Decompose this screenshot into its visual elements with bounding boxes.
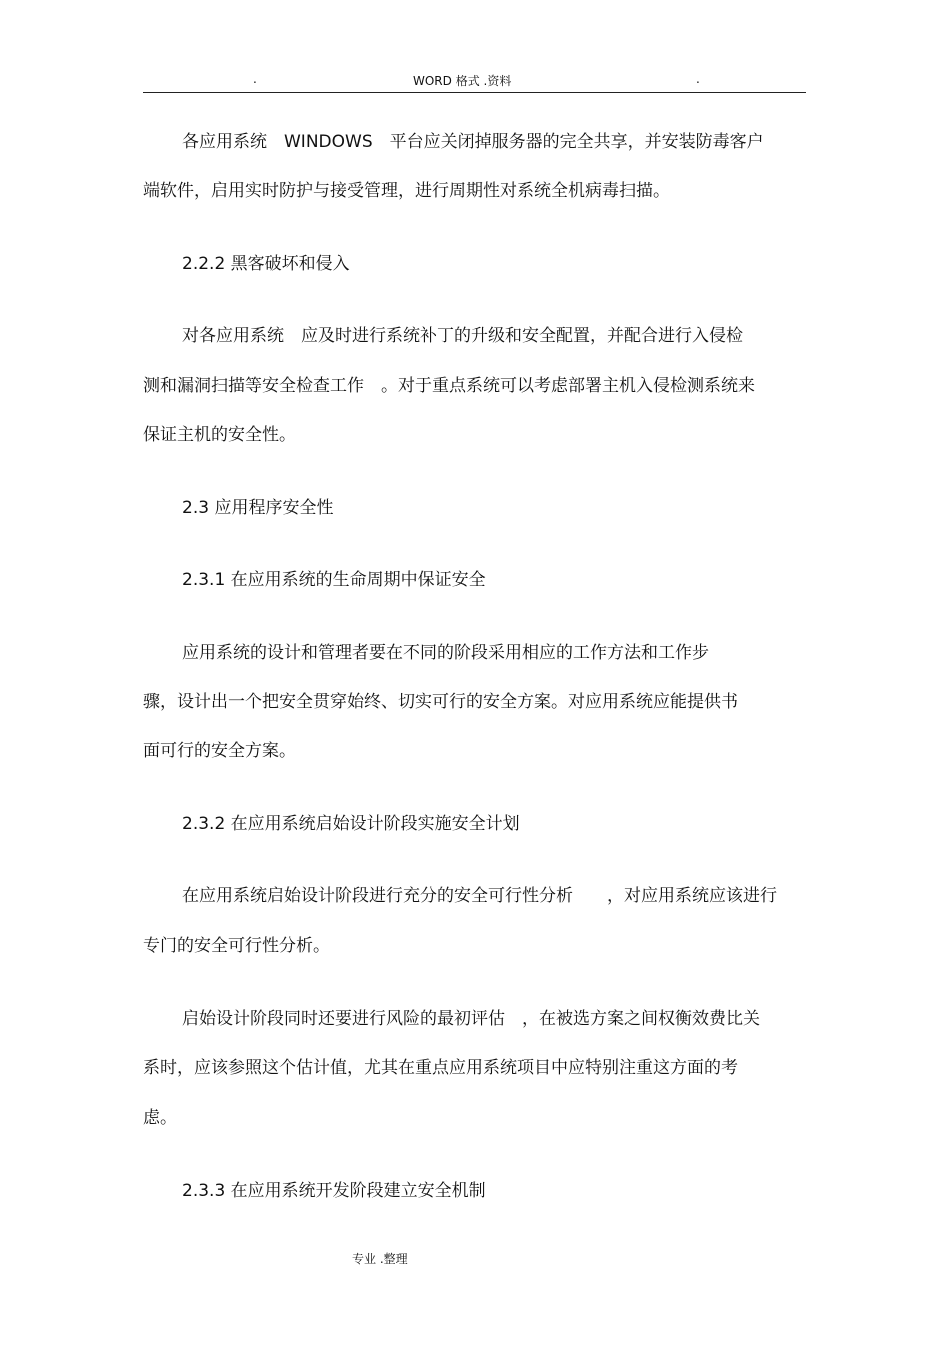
paragraph-line: 面可行的安全方案。 xyxy=(143,741,296,761)
paragraph-line: 保证主机的安全性。 xyxy=(143,425,296,445)
header-right-mark: . xyxy=(696,72,700,86)
paragraph-line: 在应用系统启始设计阶段进行充分的安全可行性分析 ，对应用系统应该进行 xyxy=(182,886,777,906)
section-heading: 2.2.2 黑客破坏和侵入 xyxy=(182,254,350,274)
page-footer: 专业 .整理 xyxy=(352,1252,408,1266)
paragraph-line: 虑。 xyxy=(143,1108,177,1128)
header-left-mark: . xyxy=(253,72,257,86)
section-heading: 2.3.2 在应用系统启始设计阶段实施安全计划 xyxy=(182,814,520,834)
paragraph-line: 应用系统的设计和管理者要在不同的阶段采用相应的工作方法和工作步 xyxy=(182,643,709,663)
paragraph-line: 端软件，启用实时防护与接受管理，进行周期性对系统全机病毒扫描。 xyxy=(143,181,670,201)
header-title: WORD 格式 .资料 xyxy=(413,74,512,88)
paragraph-line: 测和漏洞扫描等安全检查工作 。对于重点系统可以考虑部署主机入侵检测系统来 xyxy=(143,376,755,396)
paragraph-line: 各应用系统 WINDOWS 平台应关闭掉服务器的完全共享，并安装防毒客户 xyxy=(182,132,764,152)
page-header xyxy=(143,66,806,93)
paragraph-line: 系时，应该参照这个估计值，尤其在重点应用系统项目中应特别注重这方面的考 xyxy=(143,1058,738,1078)
section-heading: 2.3 应用程序安全性 xyxy=(182,498,334,518)
section-heading: 2.3.1 在应用系统的生命周期中保证安全 xyxy=(182,570,486,590)
section-heading: 2.3.3 在应用系统开发阶段建立安全机制 xyxy=(182,1181,486,1201)
paragraph-line: 启始设计阶段同时还要进行风险的最初评估 ，在被选方案之间权衡效费比关 xyxy=(182,1009,760,1029)
paragraph-line: 对各应用系统 应及时进行系统补丁的升级和安全配置，并配合进行入侵检 xyxy=(182,326,743,346)
paragraph-line: 骤，设计出一个把安全贯穿始终、切实可行的安全方案。对应用系统应能提供书 xyxy=(143,692,738,712)
paragraph-line: 专门的安全可行性分析。 xyxy=(143,936,330,956)
